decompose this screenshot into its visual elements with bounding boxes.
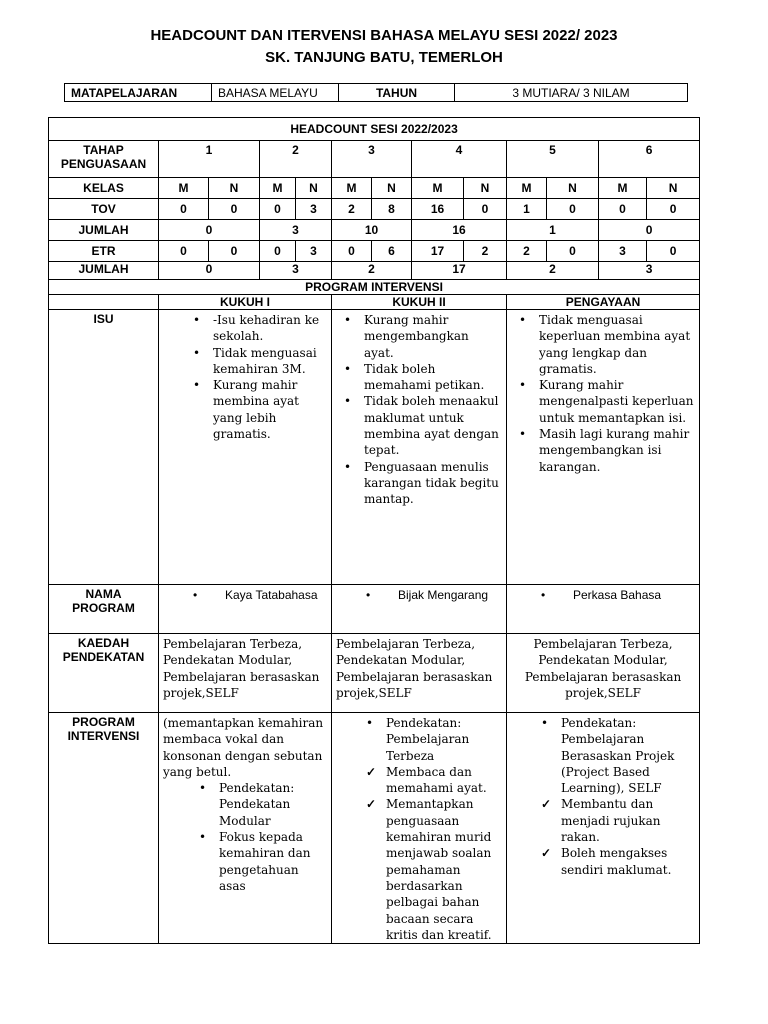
document-title: HEADCOUNT DAN ITERVENSI BAHASA MELAYU SESI 2022/ 2023 <box>150 27 618 44</box>
list-item: • Kurang mahir membina ayat yang lebih gramatis. <box>213 377 327 442</box>
headcount-table <box>48 117 700 944</box>
list-item: • Kaya Tatabahasa <box>213 587 327 603</box>
bullet-list <box>535 587 695 603</box>
level-header: 3 <box>332 141 412 178</box>
tov-cell: 8 <box>372 199 412 220</box>
info-table <box>64 83 688 102</box>
etr-cell: 3 <box>599 241 647 262</box>
list-item: • Kurang mahir mengembangkan ayat. <box>364 312 502 361</box>
jumlah-tov-cell: 0 <box>159 220 260 241</box>
kaedah-cell: Pembelajaran Terbeza, Pendekatan Modular, Pembelajaran berasaskan projek,SELF <box>159 634 332 713</box>
kelas-cell: N <box>209 178 260 199</box>
list-item: • Pendekatan: Pembelajaran Berasaskan Projek (Project Based Learning), SELF <box>561 715 695 796</box>
group-header: KUKUH II <box>332 295 507 310</box>
kelas-cell: M <box>507 178 547 199</box>
jumlah-etr-cell: 2 <box>332 262 412 280</box>
kaedah-label: KAEDAH PENDEKATAN <box>49 634 159 713</box>
isu-cell <box>332 310 507 585</box>
bullet-list <box>360 587 502 603</box>
jumlah-etr-cell: 0 <box>159 262 260 280</box>
program-name-cell <box>507 585 700 634</box>
intervensi-cell-2 <box>332 713 507 944</box>
list-item: ✓ Boleh mengakses sendiri maklumat. <box>561 845 695 878</box>
kaedah-cell: Pembelajaran Terbeza, Pendekatan Modular, Pembelajaran berasaskan projek,SELF <box>507 634 700 713</box>
tov-cell: 0 <box>547 199 599 220</box>
tov-cell: 16 <box>412 199 464 220</box>
kelas-cell: N <box>464 178 507 199</box>
group-header: PENGAYAAN <box>507 295 700 310</box>
tov-label: TOV <box>49 199 159 220</box>
kelas-cell: M <box>332 178 372 199</box>
bullet-list <box>187 587 327 603</box>
isu-cell <box>507 310 700 585</box>
intervensi-cell-1 <box>159 713 332 944</box>
tov-cell: 0 <box>647 199 700 220</box>
tov-cell: 3 <box>296 199 332 220</box>
etr-cell: 0 <box>332 241 372 262</box>
list-item: • Fokus kepada kemahiran dan pengetahuan asas <box>219 829 327 894</box>
level-header: 6 <box>599 141 700 178</box>
program-name-cell <box>159 585 332 634</box>
jumlah-tov-cell: 10 <box>332 220 412 241</box>
kelas-cell: M <box>599 178 647 199</box>
list-item: • -Isu kehadiran ke sekolah. <box>213 312 327 345</box>
jumlah-label: JUMLAH <box>49 220 159 241</box>
tahap-label: TAHAP PENGUASAAN <box>49 141 159 178</box>
program-title: PROGRAM INTERVENSI <box>49 280 700 295</box>
bullet-list <box>360 715 502 943</box>
list-item: • Bijak Mengarang <box>386 587 502 603</box>
level-header: 2 <box>260 141 332 178</box>
etr-cell: 2 <box>464 241 507 262</box>
list-item: • Tidak menguasai kemahiran 3M. <box>213 345 327 378</box>
jumlah-etr-cell: 3 <box>599 262 700 280</box>
list-item: • Penguasaan menulis karangan tidak begitu mantap. <box>364 459 502 508</box>
bullet-list <box>187 312 327 442</box>
kelas-cell: M <box>159 178 209 199</box>
tov-cell: 0 <box>599 199 647 220</box>
etr-cell: 2 <box>507 241 547 262</box>
jumlah-tov-cell: 16 <box>412 220 507 241</box>
level-header: 5 <box>507 141 599 178</box>
list-item: • Tidak menguasai keperluan membina ayat yang lengkap dan gramatis. <box>539 312 695 377</box>
etr-cell: 0 <box>209 241 260 262</box>
intervensi-label: PROGRAM INTERVENSI <box>49 713 159 944</box>
headcount-title: HEADCOUNT SESI 2022/2023 <box>49 118 700 141</box>
kelas-cell: N <box>547 178 599 199</box>
kelas-cell: N <box>296 178 332 199</box>
bullet-list <box>338 312 502 508</box>
level-header: 1 <box>159 141 260 178</box>
tov-cell: 1 <box>507 199 547 220</box>
list-item: • Kurang mahir mengenalpasti keperluan untuk memantapkan isi. <box>539 377 695 426</box>
kelas-label: KELAS <box>49 178 159 199</box>
jumlah-etr-cell: 3 <box>260 262 332 280</box>
list-item: ✓ Membantu dan menjadi rujukan rakan. <box>561 796 695 845</box>
tov-cell: 0 <box>209 199 260 220</box>
etr-cell: 3 <box>296 241 332 262</box>
bullet-list <box>513 312 695 475</box>
jumlah-tov-cell: 0 <box>599 220 700 241</box>
group-header: KUKUH I <box>159 295 332 310</box>
document-subtitle: SK. TANJUNG BATU, TEMERLOH <box>265 49 503 66</box>
list-item: • Masih lagi kurang mahir mengembangkan isi karangan. <box>539 426 695 475</box>
tov-cell: 0 <box>159 199 209 220</box>
list-item: • Perkasa Bahasa <box>561 587 695 603</box>
isu-label: ISU <box>49 310 159 585</box>
tov-cell: 2 <box>332 199 372 220</box>
etr-cell: 0 <box>647 241 700 262</box>
program-name-cell <box>332 585 507 634</box>
nama-label: NAMA PROGRAM <box>49 585 159 634</box>
year-label: TAHUN <box>339 84 455 102</box>
etr-cell: 0 <box>547 241 599 262</box>
intervensi-intro: (memantapkan kemahiran membaca vokal dan konsonan dengan sebutan yang betul. <box>163 716 324 779</box>
kaedah-cell: Pembelajaran Terbeza, Pendekatan Modular, Pembelajaran berasaskan projek,SELF <box>332 634 507 713</box>
list-item: ✓ Membaca dan memahami ayat. <box>386 764 502 797</box>
etr-cell: 0 <box>159 241 209 262</box>
list-item: • Tidak boleh memahami petikan. <box>364 361 502 394</box>
level-header: 4 <box>412 141 507 178</box>
bullet-list <box>163 780 327 894</box>
isu-cell <box>159 310 332 585</box>
tov-cell: 0 <box>260 199 296 220</box>
etr-label: ETR <box>49 241 159 262</box>
kelas-cell: N <box>647 178 700 199</box>
subject-label: MATAPELAJARAN <box>65 84 212 102</box>
intervensi-cell-3 <box>507 713 700 944</box>
tov-cell: 0 <box>464 199 507 220</box>
list-item: • Pendekatan: Pembelajaran Terbeza <box>386 715 502 764</box>
etr-cell: 0 <box>260 241 296 262</box>
bullet-list <box>535 715 695 878</box>
jumlah-tov-cell: 3 <box>260 220 332 241</box>
list-item: • Tidak boleh menaakul maklumat untuk membina ayat dengan tepat. <box>364 393 502 458</box>
etr-cell: 6 <box>372 241 412 262</box>
list-item: • Pendekatan: Pendekatan Modular <box>219 780 327 829</box>
jumlah-etr-label: JUMLAH <box>49 262 159 280</box>
kelas-cell: M <box>260 178 296 199</box>
jumlah-etr-cell: 17 <box>412 262 507 280</box>
jumlah-etr-cell: 2 <box>507 262 599 280</box>
etr-cell: 17 <box>412 241 464 262</box>
kelas-cell: M <box>412 178 464 199</box>
kelas-cell: N <box>372 178 412 199</box>
jumlah-tov-cell: 1 <box>507 220 599 241</box>
list-item: ✓ Memantapkan penguasaan kemahiran murid menjawab soalan pemahaman berdasarkan pelbagai bahan bacaan secara kritis dan kreatif. <box>386 796 502 943</box>
year-value: 3 MUTIARA/ 3 NILAM <box>455 84 688 102</box>
group-header-blank <box>49 295 159 310</box>
subject-value: BAHASA MELAYU <box>212 84 339 102</box>
